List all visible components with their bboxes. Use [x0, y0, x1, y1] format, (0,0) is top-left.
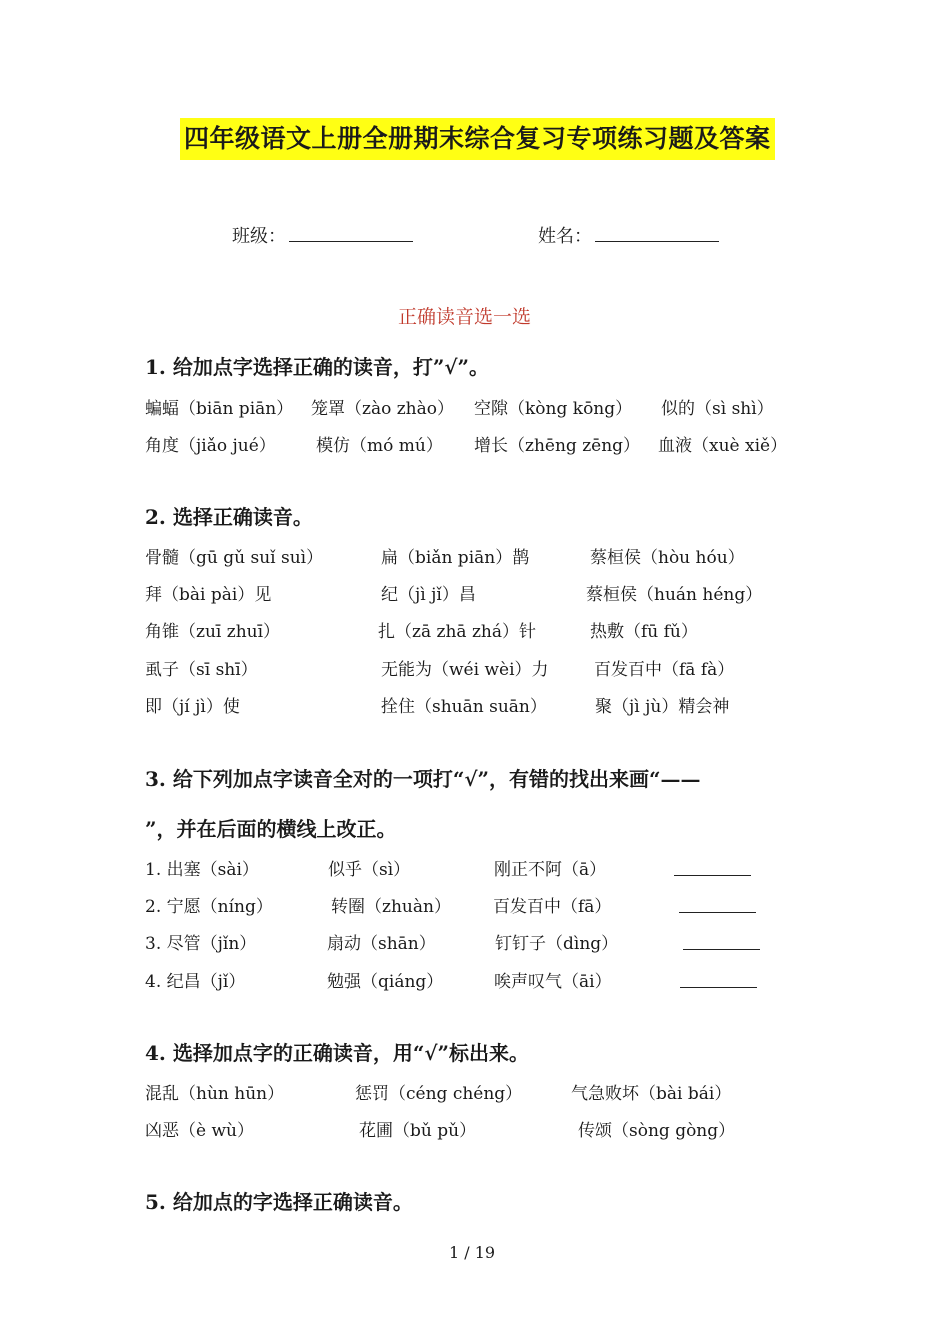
- q1-item: 蝙蝠（biān piān）: [145, 399, 294, 419]
- name-label: 姓名：: [538, 226, 592, 247]
- q2-item: 扎（zā zhā zhá）针: [378, 622, 536, 642]
- q4-item: 混乱（hùn hūn）: [145, 1084, 285, 1104]
- answer-blank[interactable]: [679, 912, 756, 913]
- q1-item: 似的（sì shì）: [661, 399, 774, 419]
- q4-item: 传颂（sòng gòng）: [578, 1121, 736, 1141]
- q1-item: 模仿（mó mú）: [316, 436, 443, 456]
- q3-item: 1. 出塞（sài）: [145, 860, 259, 880]
- q3-item: 勉强（qiáng）: [327, 972, 444, 992]
- q3-item: 4. 纪昌（jǐ）: [145, 972, 246, 992]
- q2-item: 骨髓（gū gǔ suǐ suì）: [145, 548, 324, 568]
- question-5-prompt: 5. 给加点的字选择正确读音。: [145, 1190, 413, 1214]
- q3-item: 唉声叹气（āi）: [494, 972, 612, 992]
- q3-item: 似乎（sì）: [328, 860, 411, 880]
- q2-item: 百发百中（fā fà）: [594, 660, 735, 680]
- question-4-prompt: 4. 选择加点字的正确读音，用“√”标出来。: [145, 1041, 529, 1065]
- document-title: 四年级语文上册全册期末综合复习专项练习题及答案: [180, 118, 775, 160]
- q2-item: 聚（jì jù）精会神: [595, 697, 730, 717]
- q3-item: 钉钉子（dìng）: [495, 934, 619, 954]
- q4-item: 凶恶（è wù）: [145, 1121, 254, 1141]
- q2-item: 即（jí jì）使: [145, 697, 240, 717]
- q3-item: 2. 宁愿（níng）: [145, 897, 273, 917]
- q2-item: 角锥（zuī zhuī）: [145, 622, 281, 642]
- q4-item: 惩罚（céng chéng）: [355, 1084, 523, 1104]
- q1-item: 增长（zhēng zēng）: [474, 436, 641, 456]
- q2-item: 拴住（shuān suān）: [381, 697, 547, 717]
- question-3-prompt: 3. 给下列加点字读音全对的一项打“√”，有错的找出来画“——: [145, 767, 701, 791]
- answer-blank[interactable]: [674, 875, 751, 876]
- question-2-prompt: 2. 选择正确读音。: [145, 505, 313, 529]
- q2-item: 纪（jì jǐ）昌: [381, 585, 476, 605]
- q2-item: 虱子（sī shī）: [145, 660, 258, 680]
- class-blank: [289, 241, 413, 242]
- q2-item: 热敷（fū fǔ）: [590, 622, 698, 642]
- page-number: 1 / 19: [449, 1243, 496, 1262]
- q4-item: 花圃（bǔ pǔ）: [359, 1121, 477, 1141]
- class-label: 班级：: [232, 226, 286, 247]
- q3-item: 3. 尽管（jǐn）: [145, 934, 257, 954]
- q3-item: 百发百中（fā）: [493, 897, 612, 917]
- q2-item: 拜（bài pài）见: [145, 585, 272, 605]
- q2-item: 无能为（wéi wèi）力: [381, 660, 549, 680]
- q2-item: 蔡桓侯（huán héng）: [586, 585, 763, 605]
- q3-item: 扇动（shān）: [327, 934, 436, 954]
- q1-item: 笼罩（zào zhào）: [311, 399, 455, 419]
- q3-item: 刚正不阿（ā）: [494, 860, 607, 880]
- question-1-prompt: 1. 给加点字选择正确的读音，打”√”。: [145, 355, 489, 379]
- q1-item: 血液（xuè xiě）: [658, 436, 788, 456]
- q4-item: 气急败坏（bài bái）: [571, 1084, 732, 1104]
- q1-item: 角度（jiǎo jué）: [145, 436, 276, 456]
- q2-item: 蔡桓侯（hòu hóu）: [590, 548, 745, 568]
- answer-blank[interactable]: [683, 949, 760, 950]
- q3-item: 转圈（zhuàn）: [331, 897, 451, 917]
- q2-item: 扁（biǎn piān）鹊: [381, 548, 530, 568]
- name-blank: [595, 241, 719, 242]
- answer-blank[interactable]: [680, 987, 757, 988]
- q1-item: 空隙（kòng kōng）: [474, 399, 633, 419]
- question-3-prompt-cont: ”，并在后面的横线上改正。: [145, 817, 397, 841]
- section-title: 正确读音选一选: [398, 306, 532, 328]
